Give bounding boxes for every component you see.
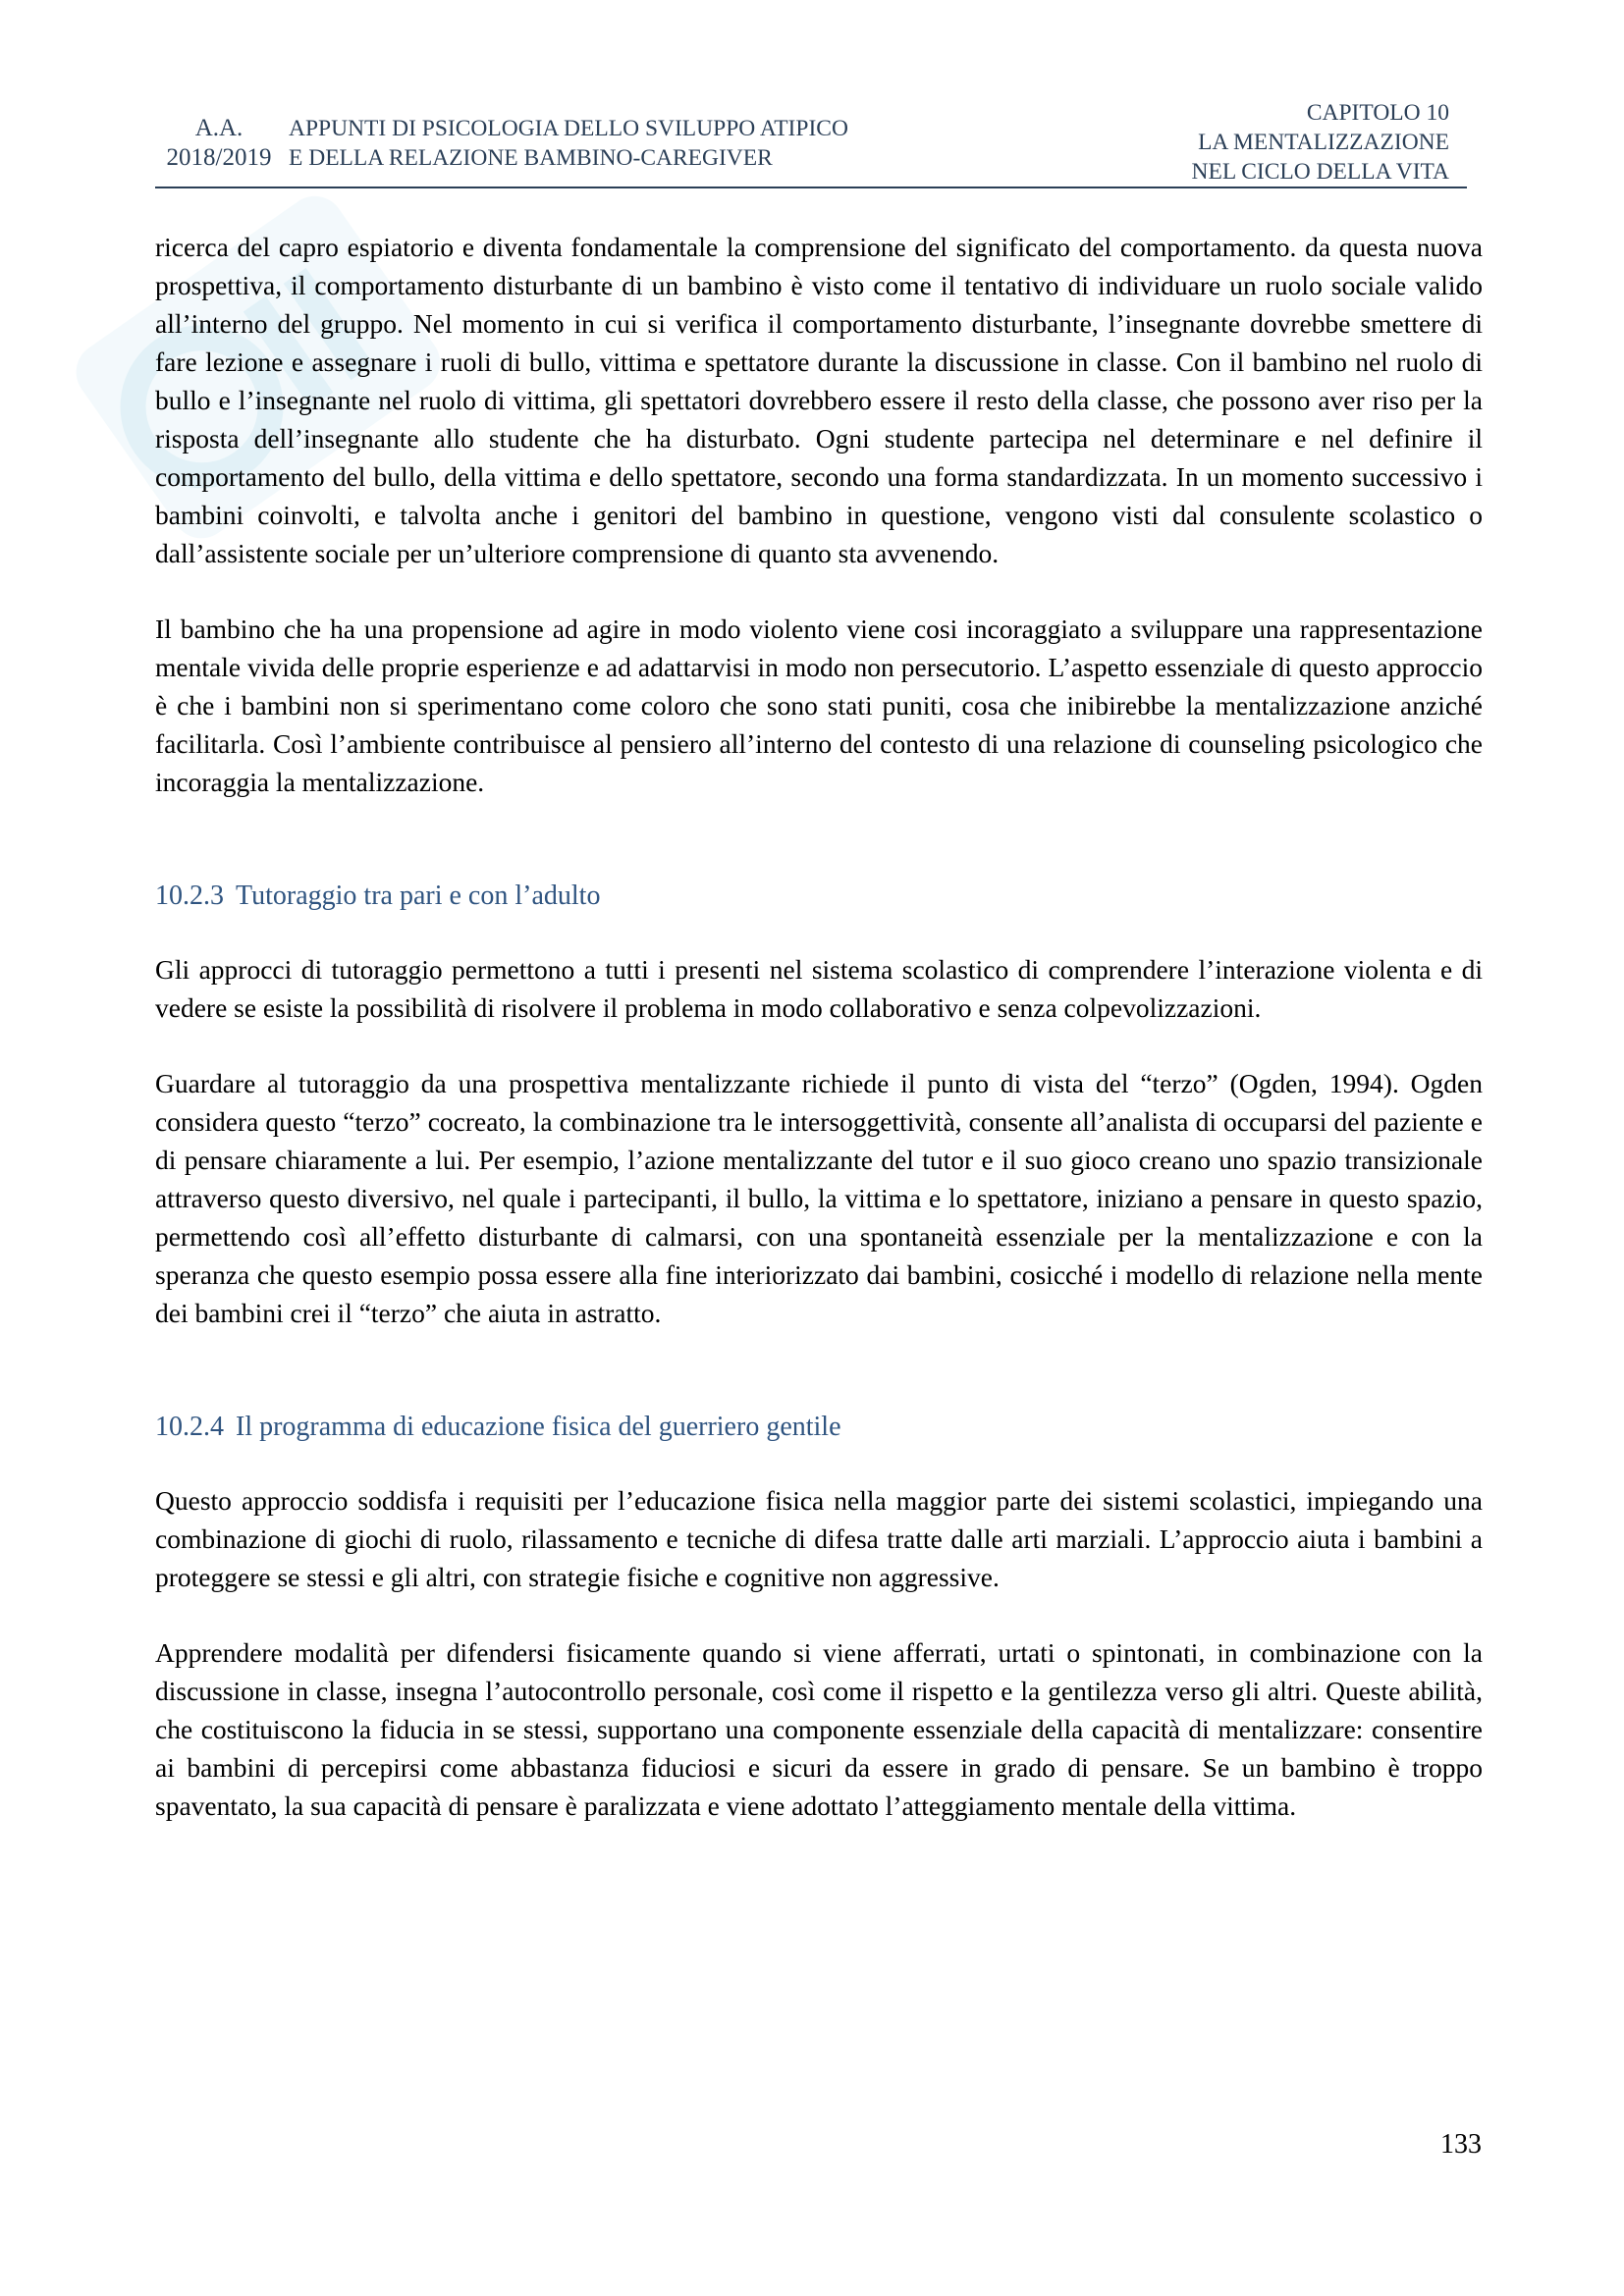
paragraph: Guardare al tutoraggio da una prospettiva mentalizzante richiede il punto di vista del “terzo” (Ogden, 1994). Ogden considera questo “terzo” cocreato, la combinazione tra le intersoggettività, consente all’analista di occuparsi del paziente e di pensare chiaramente a lui. Per esempio, l’azione mentalizzante del tutor e il suo gioco creano uno spazio transizionale attraverso questo diversivo, nel quale i partecipanti, il bullo, la vittima e lo spettatore, iniziano a pensare in questo spazio, permettendo così all’effetto disturbante di calmarsi, con una spontaneità essenziale per la mentalizzazione e con la speranza che questo esempio possa essere alla fine interiorizzato dai bambini, cosicché i modello di relazione nella mente dei bambini crei il “terzo” che aiuta in astratto. [155, 1068, 1483, 1328]
paragraph: Questo approccio soddisfa i requisiti per l’educazione fisica nella maggior parte dei sistemi scolastici, impiegando una combinazione di giochi di ruolo, rilassamento e tecniche di difesa tratte dalle arti marziali. L’approccio aiuta i bambini a proteggere se stessi e gli altri, con strategie fisiche e cognitive non aggressive. [155, 1485, 1483, 1592]
academic-year-block [155, 114, 283, 173]
header-divider [155, 187, 1467, 188]
course-title-line1: APPUNTI DI PSICOLOGIA DELLO SVILUPPO ATIPICO [289, 116, 848, 141]
section-heading-10-2-4 [155, 1409, 1483, 1446]
chapter-title [1192, 98, 1449, 187]
course-title-line2: E DELLA RELAZIONE BAMBINO-CAREGIVER [289, 145, 773, 171]
page-header [155, 98, 1467, 188]
chapter-title-line2: LA MENTALIZZAZIONE [1198, 130, 1449, 155]
chapter-title-line1: CAPITOLO 10 [1306, 100, 1449, 126]
section-number: 10.2.4 [155, 1412, 224, 1442]
paragraph: Il bambino che ha una propensione ad agire in modo violento viene cosi incoraggiato a sviluppare una rappresentazione mentale vivida delle proprie esperienze e ad adattarvisi in modo non persecutorio. L’aspetto essenziale di questo approccio è che i bambini non si sperimentano come coloro che sono stati puniti, cosa che inibirebbe la mentalizzazione anziché facilitarla. Così l’ambiente contribuisce al pensiero all’interno del contesto di una relazione di counseling psicologico che incoraggia la mentalizzazione. [155, 614, 1483, 797]
course-title [289, 114, 848, 173]
academic-year: 2018/2019 [166, 144, 272, 171]
paragraph: Apprendere modalità per difendersi fisicamente quando si viene afferrati, urtati o spintonati, in combinazione con la discussione in classe, insegna l’autocontrollo personale, così come il rispetto e la gentilezza verso gli altri. Queste abilità, che costituiscono la fiducia in se stessi, supportano una componente essenziale della capacità di mentalizzare: consentire ai bambini di percepirsi come abbastanza fiduciosi e sicuri da essere in grado di pensare. Se un bambino è troppo spaventato, la sua capacità di pensare è paralizzata e viene adottato l’atteggiamento mentale della vittima. [155, 1637, 1483, 1821]
section-number: 10.2.3 [155, 881, 224, 911]
paragraph: Gli approcci di tutoraggio permettono a tutti i presenti nel sistema scolastico di comprendere l’interazione violenta e di vedere se esiste la possibilità di risolvere il problema in modo collaborativo e senza colpevolizzazioni. [155, 954, 1483, 1023]
section-heading-10-2-3 [155, 878, 1483, 915]
aa-label: A.A. [194, 115, 244, 141]
paragraph: ricerca del capro espiatorio e diventa fondamentale la comprensione del significato del comportamento. da questa nuova prospettiva, il comportamento disturbante di un bambino è visto come il tentativo di individuare un ruolo sociale valido all’interno del gruppo. Nel momento in cui si verifica il comportamento disturbante, l’insegnante dovrebbe smettere di fare lezione e assegnare i ruoli di bullo, vittima e spettatore durante la discussione in classe. Con il bambino nel ruolo di bullo e l’insegnante nel ruolo di vittima, gli spettatori dovrebbero essere il resto della classe, che possono aver riso per la risposta dell’insegnante allo studente che ha disturbato. Ogni studente partecipa nel determinare e nel definire il comportamento del bullo, della vittima e dello spettatore, secondo una forma standardizzata. In un momento successivo i bambini coinvolti, e talvolta anche i genitori del bambino in questione, vengono visti dal consulente scolastico o dall’assistente sociale per un’ulteriore comprensione di quanto sta avvenendo. [155, 232, 1483, 568]
chapter-title-line3: NEL CICLO DELLA VITA [1191, 159, 1449, 185]
section-title: Tutoraggio tra pari e con l’adulto [236, 881, 601, 911]
section-title: Il programma di educazione fisica del guerriero gentile [236, 1412, 841, 1442]
page-body [155, 228, 1483, 1862]
page-number: 133 [1440, 2129, 1482, 2160]
